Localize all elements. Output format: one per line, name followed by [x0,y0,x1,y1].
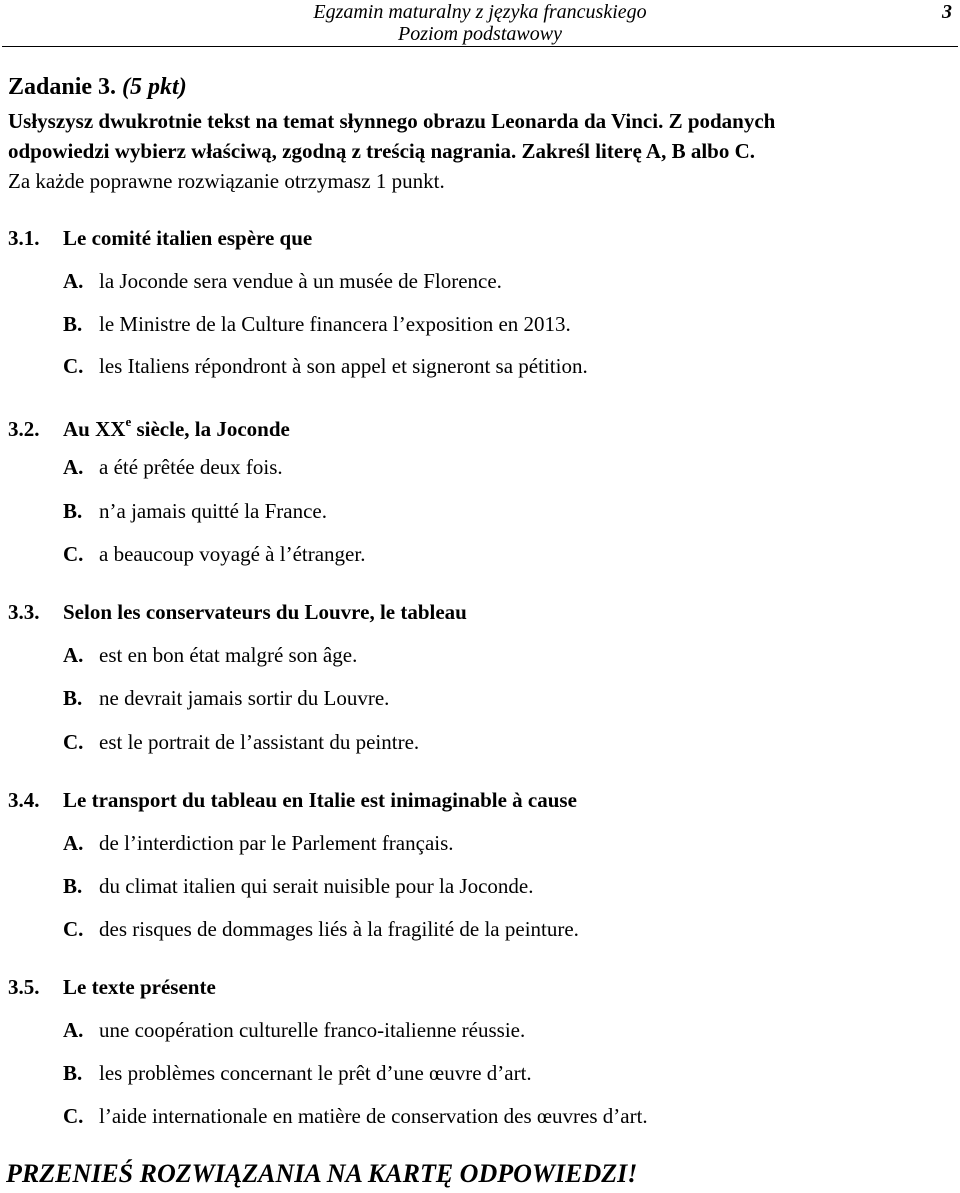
answer-option[interactable] [63,872,533,900]
question-number: 3.5. [8,975,40,999]
question-stem-end: siècle, la Joconde [131,417,290,441]
question-3-4 [8,786,577,814]
answer-option[interactable] [63,728,419,756]
question-number: 3.4. [8,788,40,812]
option-text: les problèmes concernant le prêt d’une œuvre d’art. [99,1061,532,1085]
option-text: du climat italien qui serait nuisible pour la Joconde. [99,874,534,898]
answer-option[interactable] [63,684,389,712]
option-letter: A. [63,455,84,479]
option-letter: B. [63,686,83,710]
option-text: ne devrait jamais sortir du Louvre. [99,686,390,710]
option-letter: C. [63,1104,84,1128]
question-3-3 [8,598,467,626]
option-letter: B. [63,1061,83,1085]
question-3-1 [8,224,312,252]
question-3-2 [8,410,290,443]
option-text: n’a jamais quitté la France. [99,499,327,523]
answer-option[interactable] [63,540,365,568]
option-text: l’aide internationale en matière de conservation des œuvres d’art. [99,1104,648,1128]
option-text: a beaucoup voyagé à l’étranger. [99,542,366,566]
option-text: des risques de dommages liés à la fragilité de la peinture. [99,917,579,941]
option-text: a été prêtée deux fois. [99,455,283,479]
answer-option[interactable] [63,1102,648,1130]
question-stem-start: Au XX [63,417,126,441]
option-letter: A. [63,269,84,293]
question-stem: Le texte présente [63,975,216,999]
answer-option[interactable] [63,829,454,857]
question-stem: Le transport du tableau en Italie est inimaginable à cause [63,788,577,812]
question-stem-sup: e [125,414,132,429]
question-stem: Selon les conservateurs du Louvre, le tableau [63,600,467,624]
answer-option[interactable] [63,641,357,669]
answer-option[interactable] [63,1059,532,1087]
task-title-text: Zadanie 3. [8,74,117,100]
answer-option[interactable] [63,915,579,943]
answer-option[interactable] [63,1016,525,1044]
option-text: les Italiens répondront à son appel et signeront sa pétition. [99,354,588,378]
answer-option[interactable] [63,352,588,380]
option-letter: B. [63,874,83,898]
option-letter: C. [63,354,84,378]
instruction-line: Usłyszysz dwukrotnie tekst na temat słynnego obrazu Leonarda da Vinci. Z podanych [8,109,776,133]
instruction-line: odpowiedzi wybierz właściwą, zgodną z treścią nagrania. Zakreśl literę A, B albo C. [8,139,756,163]
option-letter: A. [63,1018,84,1042]
answer-option[interactable] [63,453,283,481]
exam-level: Poziom podstawowy [398,23,562,45]
answer-option[interactable] [63,497,327,525]
answer-option[interactable] [63,267,502,295]
transfer-answers-notice: PRZENIEŚ ROZWIĄZANIA NA KARTĘ ODPOWIEDZI! [6,1159,638,1188]
question-number: 3.3. [8,600,40,624]
option-letter: B. [63,312,83,336]
question-3-5 [8,973,216,1001]
option-text: de l’interdiction par le Parlement français. [99,831,454,855]
task-title [8,72,187,102]
answer-option[interactable] [63,310,571,338]
page-number: 3 [942,1,952,23]
option-letter: A. [63,831,84,855]
option-text: une coopération culturelle franco-italienne réussie. [99,1018,526,1042]
question-number: 3.2. [8,417,40,441]
question-stem: Le comité italien espère que [63,226,313,250]
instruction-line: Za każde poprawne rozwiązanie otrzymasz 1 punkt. [8,169,445,193]
option-text: le Ministre de la Culture financera l’exposition en 2013. [99,312,571,336]
task-points: (5 pkt) [122,74,187,100]
option-text: la Joconde sera vendue à un musée de Florence. [99,269,502,293]
option-letter: A. [63,643,84,667]
option-text: est en bon état malgré son âge. [99,643,358,667]
header-rule [2,46,958,47]
option-letter: B. [63,499,83,523]
option-text: est le portrait de l’assistant du peintre. [99,730,420,754]
question-number: 3.1. [8,226,40,250]
exam-title: Egzamin maturalny z języka francuskiego [313,1,647,23]
option-letter: C. [63,917,84,941]
option-letter: C. [63,730,84,754]
page-header [0,0,960,46]
option-letter: C. [63,542,84,566]
